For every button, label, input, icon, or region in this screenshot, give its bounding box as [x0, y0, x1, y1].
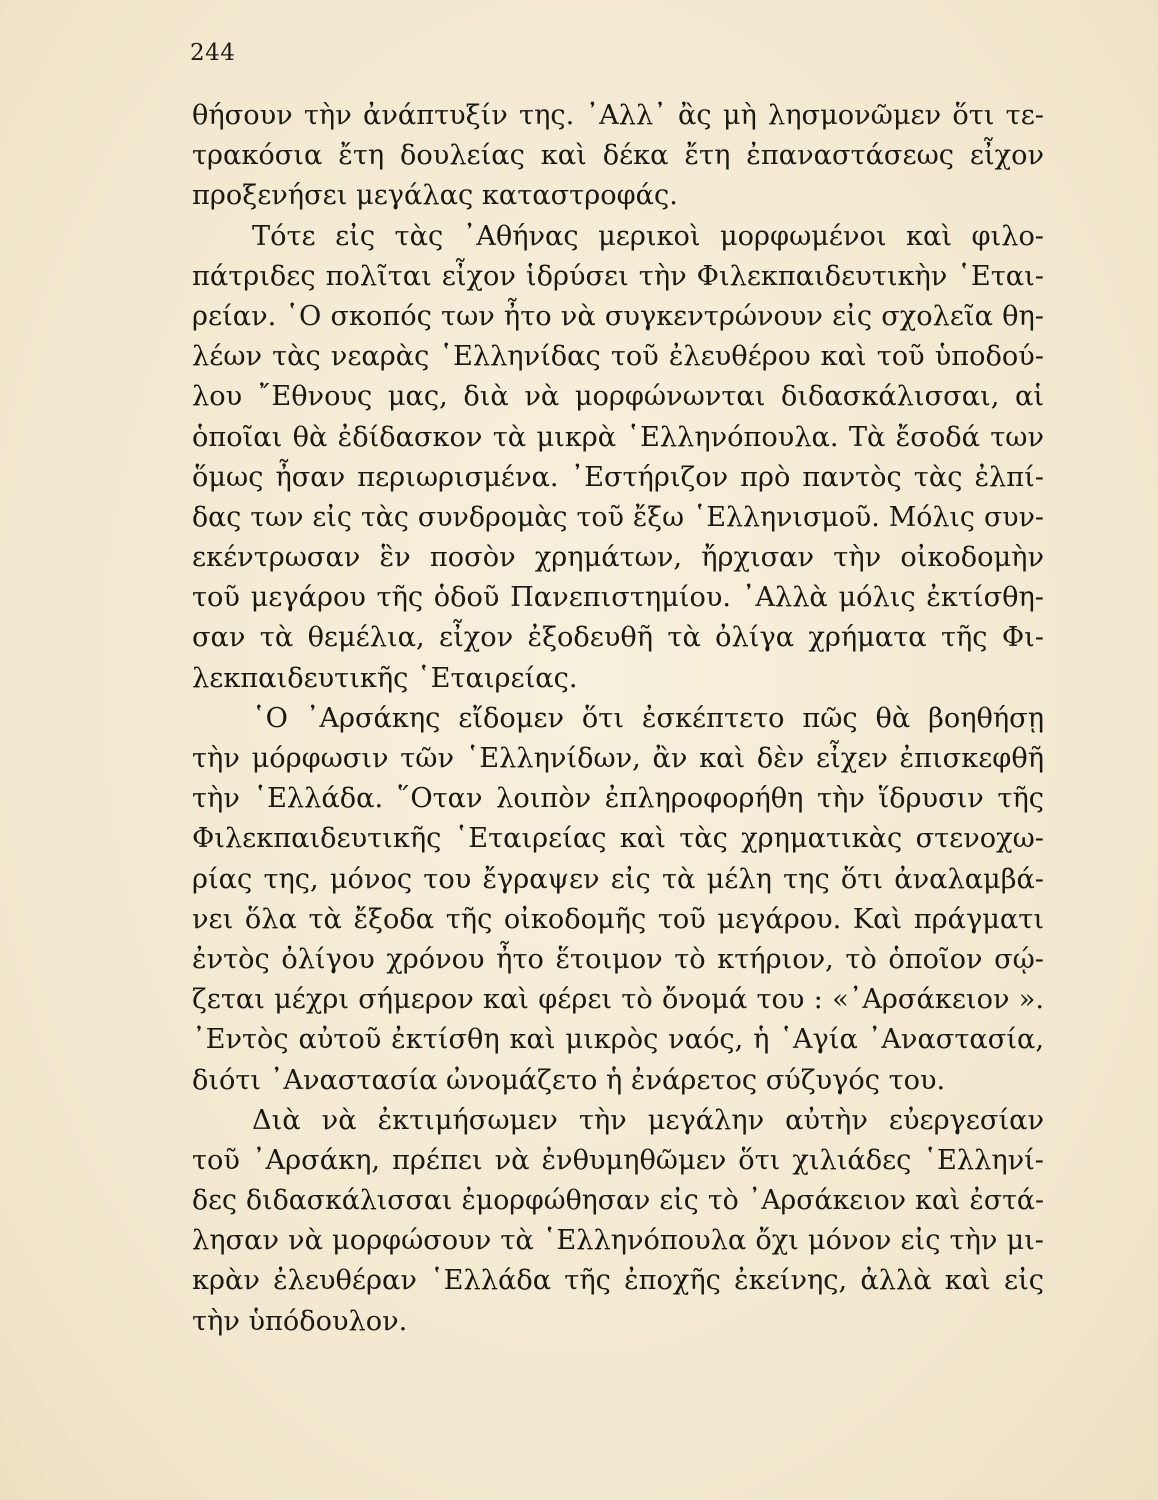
text-line: κρὰν ἐλευθέραν ῾Ελλάδα τῆς ἐποχῆς ἐκείνης, ἀλλὰ καὶ εἰς [192, 1265, 1044, 1297]
text-line: λησαν νὰ μορφώσουν τὰ ῾Ελληνόπουλα ὄχι μόνον εἰς τὴν μι- [192, 1225, 1044, 1257]
text-line: Διὰ νὰ ἐκτιμήσωμεν τὴν μεγάλην αὐτὴν εὐεργεσίαν [252, 1104, 1044, 1136]
text-line: νει ὅλα τὰ ἔξοδα τῆς οἰκοδομῆς τοῦ μεγάρου. Καὶ πράγματι [192, 903, 1044, 935]
text-line: ζεται μέχρι σήμερον καὶ φέρει τὸ ὄνομά του : «᾿Αρσάκειον ». [192, 984, 1044, 1016]
text-line: σαν τὰ θεμέλια, εἶχον ἐξοδευθῆ τὰ ὀλίγα χρήματα τῆς Φι- [192, 622, 1044, 654]
text-line: πάτριδες πολῖται εἶχον ἱδρύσει τὴν Φιλεκπαιδευτικὴν ῾Εται- [192, 260, 1044, 292]
text-line: τρακόσια ἔτη δουλείας καὶ δέκα ἔτη ἐπαναστάσεως εἶχον [192, 140, 1044, 172]
body-text [192, 96, 1044, 1342]
text-line: Τότε εἰς τὰς ᾿Αθήνας μερικοὶ μορφωμένοι καὶ φιλο- [252, 220, 1044, 252]
text-line: λέων τὰς νεαρὰς ῾Ελληνίδας τοῦ ἐλευθέρου καὶ τοῦ ὑποδού- [192, 341, 1044, 373]
text-line: ἐντὸς ὀλίγου χρόνου ἦτο ἕτοιμον τὸ κτήριον, τὸ ὁποῖον σῴ- [192, 943, 1044, 975]
text-line: διότι ᾿Αναστασία ὠνομάζετο ἡ ἐνάρετος σύζυγός του. [192, 1064, 946, 1096]
text-line: προξενήσει μεγάλας καταστροφάς. [192, 180, 678, 212]
text-line: Φιλεκπαιδευτικῆς ῾Εταιρείας καὶ τὰς χρηματικὰς στενοχω- [192, 823, 1044, 855]
text-line: δας των εἰς τὰς συνδρομὰς τοῦ ἔξω ῾Ελληνισμοῦ. Μόλις συν- [192, 501, 1044, 533]
text-line: θήσουν τὴν ἀνάπτυξίν της. ᾿Αλλ᾿ ἂς μὴ λησμονῶμεν ὅτι τε- [192, 100, 1044, 131]
text-line: ρίας της, μόνος του ἔγραψεν εἰς τὰ μέλη της ὅτι ἀναλαμβά- [192, 863, 1044, 895]
text-line: δες διδασκάλισσαι ἐμορφώθησαν εἰς τὸ ᾿Αρσάκειον καὶ ἐστά- [192, 1185, 1044, 1217]
text-line: τὴν ὑπόδουλον. [192, 1305, 408, 1337]
text-line: ὅμως ἦσαν περιωρισμένα. ᾿Εστήριζον πρὸ παντὸς τὰς ἐλπί- [192, 461, 1044, 493]
text-line: ρείαν. ῾Ο σκοπός των ἦτο νὰ συγκεντρώνουν εἰς σχολεῖα θη- [192, 300, 1044, 332]
text-line: ὁποῖαι θὰ ἐδίδασκον τὰ μικρὰ ῾Ελληνόπουλα. Τὰ ἔσοδά των [192, 421, 1044, 453]
page-number: 244 [190, 40, 236, 66]
text-line: τὴν μόρφωσιν τῶν ῾Ελληνίδων, ἂν καὶ δὲν εἶχεν ἐπισκεφθῆ [192, 743, 1044, 774]
text-line: τοῦ μεγάρου τῆς ὁδοῦ Πανεπιστημίου. ᾿Αλλὰ μόλις ἐκτίσθη- [192, 582, 1044, 614]
text-line: τοῦ ᾿Αρσάκη, πρέπει νὰ ἐνθυμηθῶμεν ὅτι χιλιάδες ῾Ελληνί- [192, 1144, 1044, 1176]
text-line: τὴν ῾Ελλάδα. ῞Οταν λοιπὸν ἐπληροφορήθη τὴν ἵδρυσιν τῆς [192, 783, 1044, 815]
text-line: ῾Ο ᾿Αρσάκης εἴδομεν ὅτι ἐσκέπτετο πῶς θὰ βοηθήσῃ [252, 702, 1044, 734]
text-line: λου ῎Εθνους μας, διὰ νὰ μορφώνωνται διδασκάλισσαι, αἱ [192, 381, 1044, 413]
text-line: εκέντρωσαν ἓν ποσὸν χρημάτων, ἤρχισαν τὴν οἰκοδομὴν [192, 542, 1044, 574]
text-line: λεκπαιδευτικῆς ῾Εταιρείας. [192, 662, 578, 694]
text-line: ᾿Εντὸς αὐτοῦ ἐκτίσθη καὶ μικρὸς ναός, ἡ ῾Αγία ᾿Αναστασία, [192, 1024, 1044, 1056]
